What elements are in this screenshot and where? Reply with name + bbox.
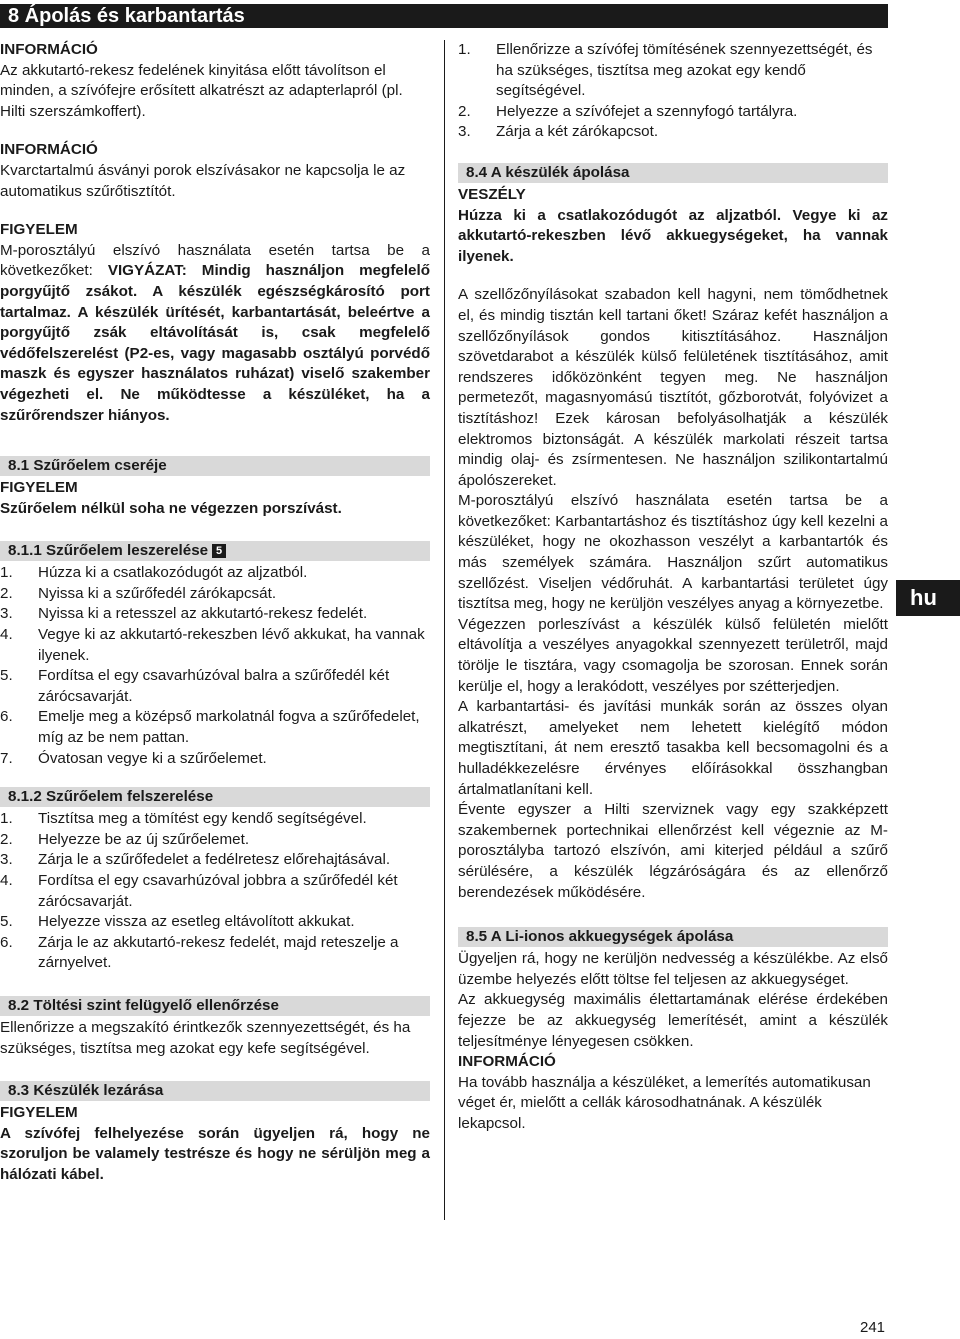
warning-text bbox=[0, 241, 430, 426]
section-8-4-title: 8.4 A készülék ápolása bbox=[458, 163, 888, 183]
list-item bbox=[458, 102, 888, 123]
list-item-text: Vegye ki az akkutartó-rekeszben lévő akkukat, ha vannak ilyenek. bbox=[38, 626, 425, 664]
info-text: Kvarctartalmú ásványi porok elszívásakor ne kapcsolja le az automatikus szűrőtisztítót. bbox=[0, 161, 406, 200]
section-8-4-body bbox=[458, 285, 888, 903]
list-item-text: Fordítsa el egy csavarhúzóval jobbra a szűrőfedél két zárócsavarját. bbox=[38, 872, 398, 910]
list-item-text: Tisztítsa meg a tömítést egy kendő segítségével. bbox=[38, 810, 367, 828]
info-label: INFORMÁCIÓ bbox=[0, 41, 98, 58]
list-item bbox=[0, 850, 430, 871]
list-item bbox=[458, 40, 888, 102]
warning-label: FIGYELEM bbox=[0, 479, 78, 497]
language-code: hu bbox=[910, 585, 937, 610]
list-item bbox=[0, 912, 430, 933]
danger-text: Húzza ki a csatlakozódugót az aljzatból. Vegye ki az akkutartó-rekeszben lévő akkuegységeket, ha vannak ilyenek. bbox=[458, 206, 888, 265]
list-item-number: 5. bbox=[0, 913, 13, 931]
column-divider bbox=[444, 40, 445, 1220]
install-steps-list bbox=[0, 809, 430, 974]
language-tab bbox=[896, 580, 960, 616]
section-header bbox=[0, 4, 888, 28]
list-item-text: Emelje meg a középső markolatnál fogva a szűrőfedelet, míg az be nem pattan. bbox=[38, 708, 420, 747]
warning-text-bold: VIGYÁZAT: Mindig használjon megfelelő porgyűjtő zsákot. A készülék egészségkárosító port tartalmaz. A készülék ürítését, karbantartását, beleértve a porgyűjtő zsák eltávolítását is, csak megfelelő védőfelszerelést (P2-es, vagy magasabb osztályú porvédő maszk és egyszer használatos ruházat) viselő szakember végezheti el. Ne működtesse a készüléket, ha a szűrőrendszer hiányos. bbox=[0, 262, 430, 424]
section-8-2-text: Ellenőrizze a megszakító érintkezők szennyezettségét, és ha szükséges, tisztítsa meg azokat egy kefe segítségével. bbox=[0, 1018, 411, 1057]
list-item bbox=[0, 809, 430, 830]
list-item-text: Zárja a két zárókapcsot. bbox=[496, 123, 659, 141]
list-item bbox=[0, 584, 430, 605]
list-item-text: Húzza ki a csatlakozódugót az aljzatból. bbox=[38, 564, 308, 582]
list-item-text: Helyezze be az új szűrőelemet. bbox=[38, 830, 250, 848]
closing-steps-list bbox=[458, 40, 888, 143]
list-item-number: 2. bbox=[0, 830, 13, 848]
section-8-3 bbox=[0, 1081, 430, 1185]
info-text: Ha tovább használja a készüléket, a lemerítés automatikusan véget ér, mielőtt a cellák károsodhatnának. A készülék lekapcsol. bbox=[458, 1073, 871, 1132]
paragraph: Évente egyszer a Hilti szerviznek vagy egy szakképzett szakembernek portechnikai ellenőrzést kell végeznie az M-porosztályba tartozó elszívón, ami kiterjed például a szűrő sérülésére, a készülék légzáróságára és az ellenőrző berendezések működésére. bbox=[458, 801, 888, 901]
list-item-text: Zárja le az akkutartó-rekesz fedelét, majd reteszelje a zárnyelvet. bbox=[38, 933, 399, 972]
danger-label: VESZÉLY bbox=[458, 185, 526, 203]
warning-label: FIGYELEM bbox=[0, 221, 78, 239]
section-8-1-2 bbox=[0, 787, 430, 974]
warning-text-normal: M-porosztályú elszívó használata esetén tartsa be a következőket: bbox=[0, 241, 430, 280]
list-item-number: 7. bbox=[0, 749, 13, 767]
paragraph: A szellőzőnyílásokat szabadon kell hagyni, nem tömődhetnek el, és mindig tisztán kell tartani őket! Száraz kefét használjon a szellőzőnyílások gondos kitisztításához. Használjon szövetdarabot a készülék külső felületének tisztításához, amit rendszeres időközönként tegyen meg. Ne használjon permetezőt, magasnyomású tisztítót, gőzborotvát, folyóvizet a tisztításhoz! Ezek károsan befolyásolhatják a készülék elektromos biztonságát. A készülék markolati részeit tartsa mindig olaj- és zsírmentesen. Ne használjon szilikontartalmú ápolószereket. bbox=[458, 286, 888, 489]
section-8-2 bbox=[0, 996, 430, 1059]
left-column bbox=[0, 40, 430, 1204]
section-8-1-title: 8.1 Szűrőelem cseréje bbox=[0, 456, 430, 476]
section-8-1 bbox=[0, 456, 430, 519]
info-note-2 bbox=[0, 140, 430, 202]
list-item-number: 3. bbox=[458, 123, 471, 141]
list-item-text: Helyezze vissza az esetleg eltávolított akkukat. bbox=[38, 913, 355, 931]
list-item bbox=[0, 749, 430, 770]
section-8-1-2-title: 8.1.2 Szűrőelem felszerelése bbox=[0, 787, 430, 807]
list-item-number: 5. bbox=[0, 667, 13, 685]
figure-reference-badge: 5 bbox=[212, 544, 226, 558]
section-8-1-1-title-text: 8.1.1 Szűrőelem leszerelése bbox=[8, 542, 209, 560]
section-8-5-body bbox=[458, 949, 888, 1052]
paragraph: A karbantartási- és javítási munkák során az összes olyan alkatrészt, amelyeket nem lehetett kielégítő módon megtisztítani, át nem eresztő tasakba kell becsomagolni és a hulladékkezelésre érvényes előírásokkal összhangban ártalmatlanítani kell. bbox=[458, 698, 888, 798]
paragraph: Ügyeljen rá, hogy ne kerüljön nedvesség a készülékbe. Az első üzembe helyezés előtt töltse fel teljesen az akkuegységet. bbox=[458, 950, 888, 988]
section-8-2-title: 8.2 Töltési szint felügyelő ellenőrzése bbox=[0, 996, 430, 1016]
list-item-text: Fordítsa el egy csavarhúzóval balra a szűrőfedél két zárócsavarját. bbox=[38, 667, 390, 705]
list-item bbox=[0, 830, 430, 851]
list-item-text: Nyissa ki a szűrőfedél zárókapcsát. bbox=[38, 584, 277, 602]
list-item-number: 6. bbox=[0, 933, 13, 951]
list-item-number: 4. bbox=[0, 872, 13, 889]
right-column bbox=[458, 40, 888, 1153]
paragraph: M-porosztályú elszívó használata esetén tartsa be a következőket: Karbantartáshoz és tisztításhoz úgy kell kezelni a készüléket, hogy ne okozhasson veszélyt a karbantartók és más személyek számára. Használjon szűrt automatikus szellőzést. Viseljen védőruhát. A karbantartási területet úgy tisztítsa meg, hogy ne kerüljön veszélyes anyag a környezetbe. bbox=[458, 492, 888, 613]
warning-label: FIGYELEM bbox=[0, 1104, 78, 1122]
section-8-4 bbox=[458, 163, 888, 903]
list-item bbox=[0, 666, 430, 707]
list-item-number: 1. bbox=[0, 810, 13, 828]
section-8-5 bbox=[458, 927, 888, 1134]
section-8-1-1-title bbox=[0, 541, 430, 561]
list-item-number: 3. bbox=[0, 851, 13, 869]
list-item-text: Zárja le a szűrőfedelet a fedélretesz előrehajtásával. bbox=[38, 851, 391, 869]
list-item-number: 1. bbox=[458, 41, 471, 58]
list-item-number: 2. bbox=[0, 584, 13, 602]
page-number: 241 bbox=[860, 1319, 886, 1336]
list-item-number: 6. bbox=[0, 708, 13, 726]
section-8-3-title: 8.3 Készülék lezárása bbox=[0, 1081, 430, 1101]
warning-text: A szívófej felhelyezése során ügyeljen rá, hogy ne szoruljon be valamely testrésze és hogy ne sérüljön meg a hálózati kábel. bbox=[0, 1124, 430, 1183]
list-item-number: 2. bbox=[458, 102, 471, 120]
section-8-5-title: 8.5 A Li-ionos akkuegységek ápolása bbox=[458, 927, 888, 947]
list-item bbox=[458, 122, 888, 143]
info-label: INFORMÁCIÓ bbox=[0, 141, 98, 159]
list-item-number: 4. bbox=[0, 626, 13, 644]
list-item bbox=[0, 604, 430, 625]
info-text: Az akkutartó-rekesz fedelének kinyitása előtt távolítson el minden, a szívófejre erősített alkatrészt az adapterlapról (pl. Hilti szerszámkoffert). bbox=[0, 61, 403, 120]
info-note-1 bbox=[0, 40, 430, 122]
warning-block-1 bbox=[0, 220, 430, 426]
list-item-number: 3. bbox=[0, 605, 13, 623]
section-title: 8 Ápolás és karbantartás bbox=[8, 5, 245, 27]
section-8-1-1 bbox=[0, 541, 430, 769]
paragraph: Végezzen porleszívást a készülék külső felületén mielőtt eltávolítja a veszélyes anyagokkal szennyezett területről, majd törölje le tisztára, vagy csomagolja be szorosan. Ennek során kerülje el, hogy a lerakódott, veszélyes por szétterjedjen. bbox=[458, 615, 888, 695]
list-item-text: Helyezze a szívófejet a szennyfogó tartályra. bbox=[496, 102, 798, 120]
paragraph: Az akkuegység maximális élettartamának elérése érdekében fejezze be az akkuegység lemerítését, amint a készülék teljesítménye lényegesen csökken. bbox=[458, 991, 888, 1050]
list-item bbox=[0, 871, 430, 912]
warning-text: Szűrőelem nélkül soha ne végezzen porszívást. bbox=[0, 499, 342, 517]
list-item bbox=[0, 707, 430, 748]
list-item-number: 1. bbox=[0, 564, 13, 582]
info-label: INFORMÁCIÓ bbox=[458, 1053, 556, 1071]
list-item bbox=[0, 625, 430, 666]
list-item-text: Óvatosan vegye ki a szűrőelemet. bbox=[38, 749, 267, 767]
list-item bbox=[0, 563, 430, 584]
list-item bbox=[0, 933, 430, 974]
list-item-text: Ellenőrizze a szívófej tömítésének szennyezettségét, és ha szükséges, tisztítsa meg azokat egy kendő segítségével. bbox=[496, 41, 873, 100]
removal-steps-list bbox=[0, 563, 430, 769]
list-item-text: Nyissa ki a retesszel az akkutartó-rekesz fedelét. bbox=[38, 605, 368, 623]
